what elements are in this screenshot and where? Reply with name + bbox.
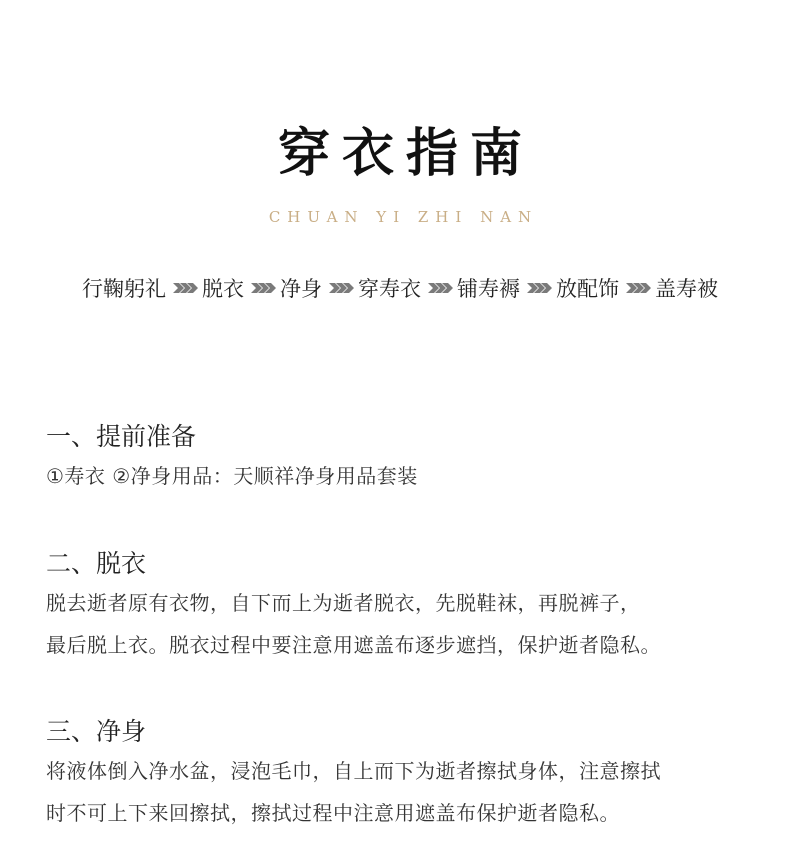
section-text: 将液体倒入净水盆，浸泡毛巾，自上而下为逝者擦拭身体，注意擦拭	[46, 759, 661, 783]
page-subtitle: CHUAN YI ZHI NAN	[268, 208, 539, 226]
section-text: ①寿衣 ②净身用品：天顺祥净身用品套装	[46, 464, 418, 488]
step-accessories: 放配饰	[556, 277, 619, 301]
step-cleanse: 净身	[280, 277, 322, 301]
step-mattress: 铺寿褥	[457, 277, 520, 301]
section-heading: 三、净身	[46, 717, 147, 746]
triple-chevron-right-icon	[329, 281, 355, 295]
step-undress: 脱衣	[202, 277, 244, 301]
section-text: 脱去逝者原有衣物，自下而上为逝者脱衣，先脱鞋袜，再脱裤子，	[46, 591, 641, 615]
triple-chevron-right-icon	[251, 281, 277, 295]
section-text: 时不可上下来回擦拭，擦拭过程中注意用遮盖布保护逝者隐私。	[46, 801, 620, 825]
triple-chevron-right-icon	[527, 281, 553, 295]
step-quilt: 盖寿被	[655, 277, 718, 301]
section-undress	[46, 547, 766, 665]
page-title: 穿衣指南	[277, 123, 534, 184]
triple-chevron-right-icon	[428, 281, 454, 295]
step-flow	[0, 270, 800, 306]
step-bow: 行鞠躬礼	[82, 277, 166, 301]
triple-chevron-right-icon	[173, 281, 199, 295]
step-dress: 穿寿衣	[358, 277, 421, 301]
section-heading: 二、脱衣	[46, 549, 147, 578]
section-heading: 一、提前准备	[46, 422, 197, 451]
section-preparation	[46, 420, 766, 496]
triple-chevron-right-icon	[626, 281, 652, 295]
section-text: 最后脱上衣。脱衣过程中要注意用遮盖布逐步遮挡，保护逝者隐私。	[46, 633, 661, 657]
section-cleanse	[46, 715, 766, 833]
